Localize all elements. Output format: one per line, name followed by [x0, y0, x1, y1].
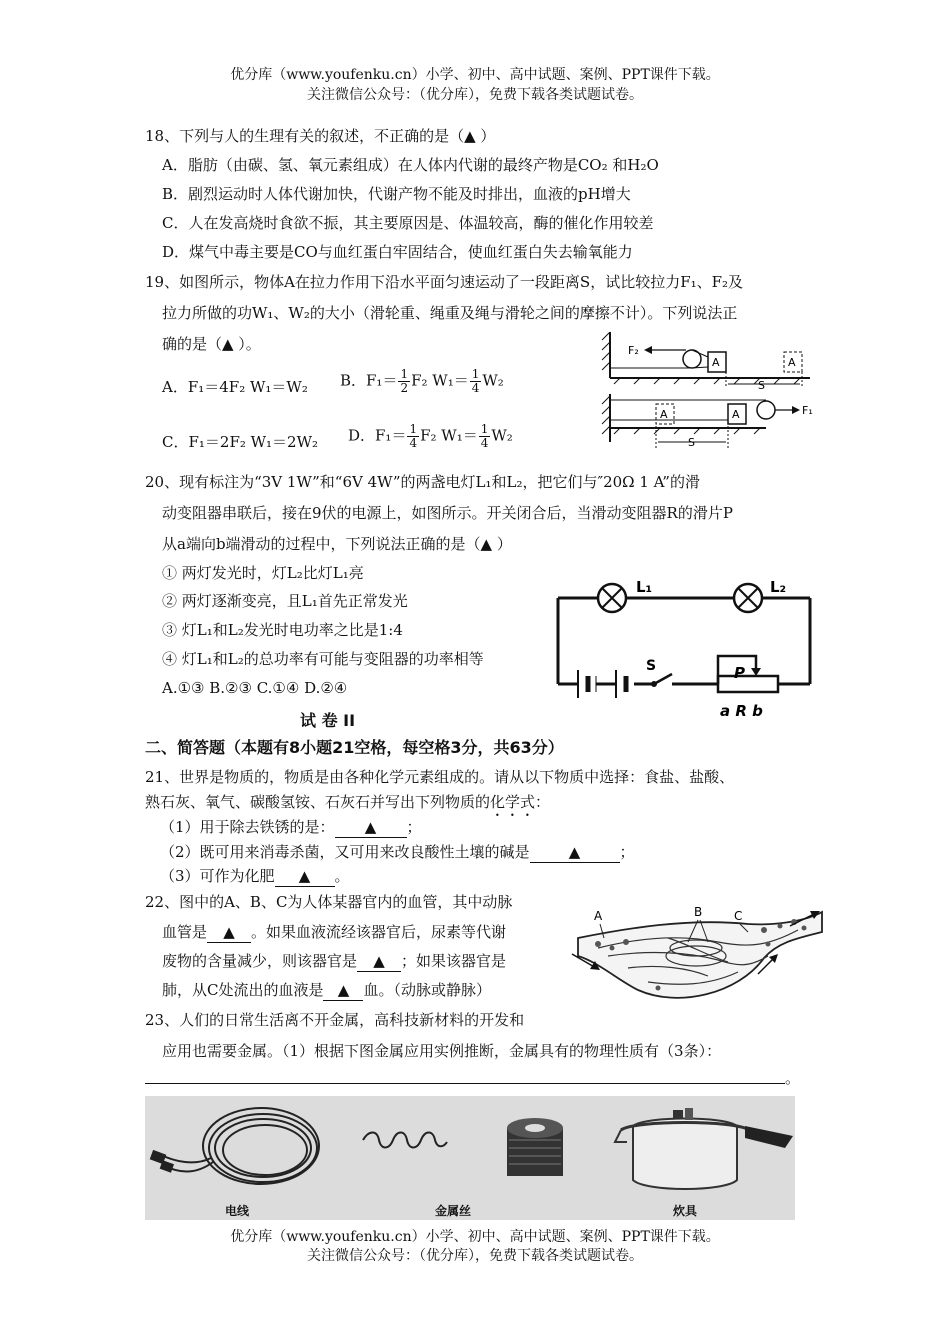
label-metal-wire: 金属丝	[435, 1204, 472, 1218]
q23-answer-line[interactable]	[145, 1082, 785, 1084]
vessel-c-label: C	[734, 909, 743, 923]
blood-vessel-diagram	[568, 898, 828, 1020]
f2-label: F₂	[628, 344, 639, 357]
section-2-title: 二、简答题（本题有8小题21空格，每空格3分，共63分）	[145, 738, 564, 757]
lamp-l2-label: L₂	[770, 578, 787, 596]
slider-p-label: P	[734, 664, 745, 682]
q21-line-1: 21、世界是物质的，物质是由各种化学元素组成的。请从以下物质中选择：食盐、盐酸、	[145, 768, 735, 786]
block-a-dashed-label: A	[788, 356, 796, 369]
q20-item-2: ② 两灯逐渐变亮，且L₁首先正常发光	[162, 592, 408, 610]
q21-part-2: （2）既可用来消毒杀菌，又可用来改良酸性土壤的碱是 ▲ ；	[160, 843, 635, 861]
q19-option-c: C．F₁＝2F₂ W₁＝2W₂	[162, 433, 319, 451]
q19-line-1: 19、如图所示，物体A在拉力作用下沿水平面匀速运动了一段距离S，试比较拉力F₁、F₂及	[145, 273, 744, 291]
vessel-a-label: A	[594, 909, 603, 923]
distance-s-bottom: S	[688, 436, 695, 449]
q21-part-1: （1）用于除去铁锈的是： ▲ ；	[160, 818, 422, 836]
footer-line-1: 优分库（www.youfenku.cn）小学、初中、高中试题、案例、PPT课件下载。	[230, 1229, 720, 1245]
q20-line-3: 从a端向b端滑动的过程中，下列说法正确的是（▲ ）	[162, 535, 512, 553]
q18-option-c: C．人在发高烧时食欲不振，其主要原因是、体温较高，酶的催化作用较差	[162, 214, 654, 232]
q23-line-2: 应用也需要金属。（1）根据下图金属应用实例推断，金属具有的物理性质有（3条）：	[162, 1042, 722, 1060]
header-line-1: 优分库（www.youfenku.cn）小学、初中、高中试题、案例、PPT课件下载。	[230, 67, 720, 83]
f1-label: F₁	[802, 404, 813, 417]
metal-examples-strip	[145, 1096, 795, 1220]
q19-line-2: 拉力所做的功W₁、W₂的大小（滑轮重、绳重及绳与滑轮之间的摩擦不计）。下列说法正	[162, 304, 738, 322]
q22-blank-3[interactable]: ▲	[323, 980, 363, 1001]
lamp-l1-label: L₁	[636, 578, 653, 596]
block-a-label: A	[712, 356, 720, 369]
block-a-label-2: A	[732, 408, 740, 421]
q19-line-3: 确的是（▲ ）。	[162, 335, 261, 353]
q23-line-1: 23、人们的日常生活离不开金属，高科技新材料的开发和	[145, 1011, 525, 1029]
q21-blank-1[interactable]: ▲	[335, 817, 407, 838]
q22-line-1: 22、图中的A、B、C为人体某器官内的血管，其中动脉	[145, 893, 513, 911]
circuit-diagram	[548, 572, 818, 720]
q22-blank-2[interactable]: ▲	[357, 951, 401, 972]
label-wire: 电线	[225, 1204, 250, 1218]
q20-item-1: ① 两灯发光时，灯L₂比灯L₁亮	[162, 564, 364, 582]
q23-end-mark: 。	[785, 1069, 801, 1087]
block-a-dashed-label-2: A	[660, 408, 668, 421]
q22-line-2: 血管是 ▲ 。如果血液流经该器官后，尿素等代谢	[162, 923, 507, 941]
q20-item-4: ④ 灯L₁和L₂的总功率有可能与变阻器的功率相等	[162, 650, 484, 668]
q20-line-1: 20、现有标注为“3V 1W”和“6V 4W”的两盏电灯L₁和L₂，把它们与″20Ω 1 A”的滑	[145, 473, 700, 491]
q19-option-a: A．F₁＝4F₂ W₁＝W₂	[162, 378, 308, 396]
q22-blank-1[interactable]: ▲	[207, 922, 251, 943]
q20-options: A.①③ B.②③ C.①④ D.②④	[162, 679, 348, 697]
q18-stem: 18、下列与人的生理有关的叙述，不正确的是（▲ ）	[145, 127, 496, 145]
pulley-diagram	[600, 332, 820, 458]
q20-line-2: 动变阻器串联后，接在9伏的电源上，如图所示。开关闭合后，当滑动变阻器R的滑片P	[162, 504, 733, 522]
footer-line-2: 关注微信公众号：（优分库），免费下载各类试题试卷。	[307, 1248, 643, 1264]
q21-blank-2[interactable]: ▲	[530, 842, 620, 863]
header-line-2: 关注微信公众号：（优分库），免费下载各类试题试卷。	[307, 87, 643, 103]
distance-s-top: S	[758, 379, 765, 392]
vessel-b-label: B	[694, 905, 703, 919]
q21-part-3: （3）可作为化肥 ▲ 。	[160, 867, 350, 885]
q21-line-2: 熟石灰、氧气、碳酸氢铵、石灰石并写出下列物质的化学式：	[145, 793, 551, 811]
switch-s-label: S	[646, 658, 657, 674]
q18-option-b: B．剧烈运动时人体代谢加快，代谢产物不能及时排出，血液的pH增大	[162, 185, 631, 203]
paper-2-title: 试 卷 II	[300, 711, 356, 730]
q22-line-3: 废物的含量减少，则该器官是 ▲ ；如果该器官是	[162, 952, 507, 970]
q20-item-3: ③ 灯L₁和L₂发光时电功率之比是1:4	[162, 621, 403, 639]
label-cookware: 炊具	[673, 1204, 698, 1218]
rheostat-label: a R b	[720, 702, 763, 720]
q21-blank-3[interactable]: ▲	[275, 866, 335, 887]
q18-option-a: A．脂肪（由碳、氢、氧元素组成）在人体内代谢的最终产物是CO₂ 和H₂O	[162, 156, 659, 174]
q22-line-4: 肺，从C处流出的血液是 ▲ 血。（动脉或静脉）	[162, 981, 491, 999]
q19-option-d: D．F₁＝ $\frac{1}{4}$ F₂ W₁＝ $\frac{1}{4}$ W₂	[348, 422, 513, 450]
q18-option-d: D．煤气中毒主要是CO与血红蛋白牢固结合，使血红蛋白失去输氧能力	[162, 243, 633, 261]
q19-option-b: B．F₁＝ $\frac{1}{2}$ F₂ W₁＝ $\frac{1}{4}$ W₂	[340, 367, 504, 395]
